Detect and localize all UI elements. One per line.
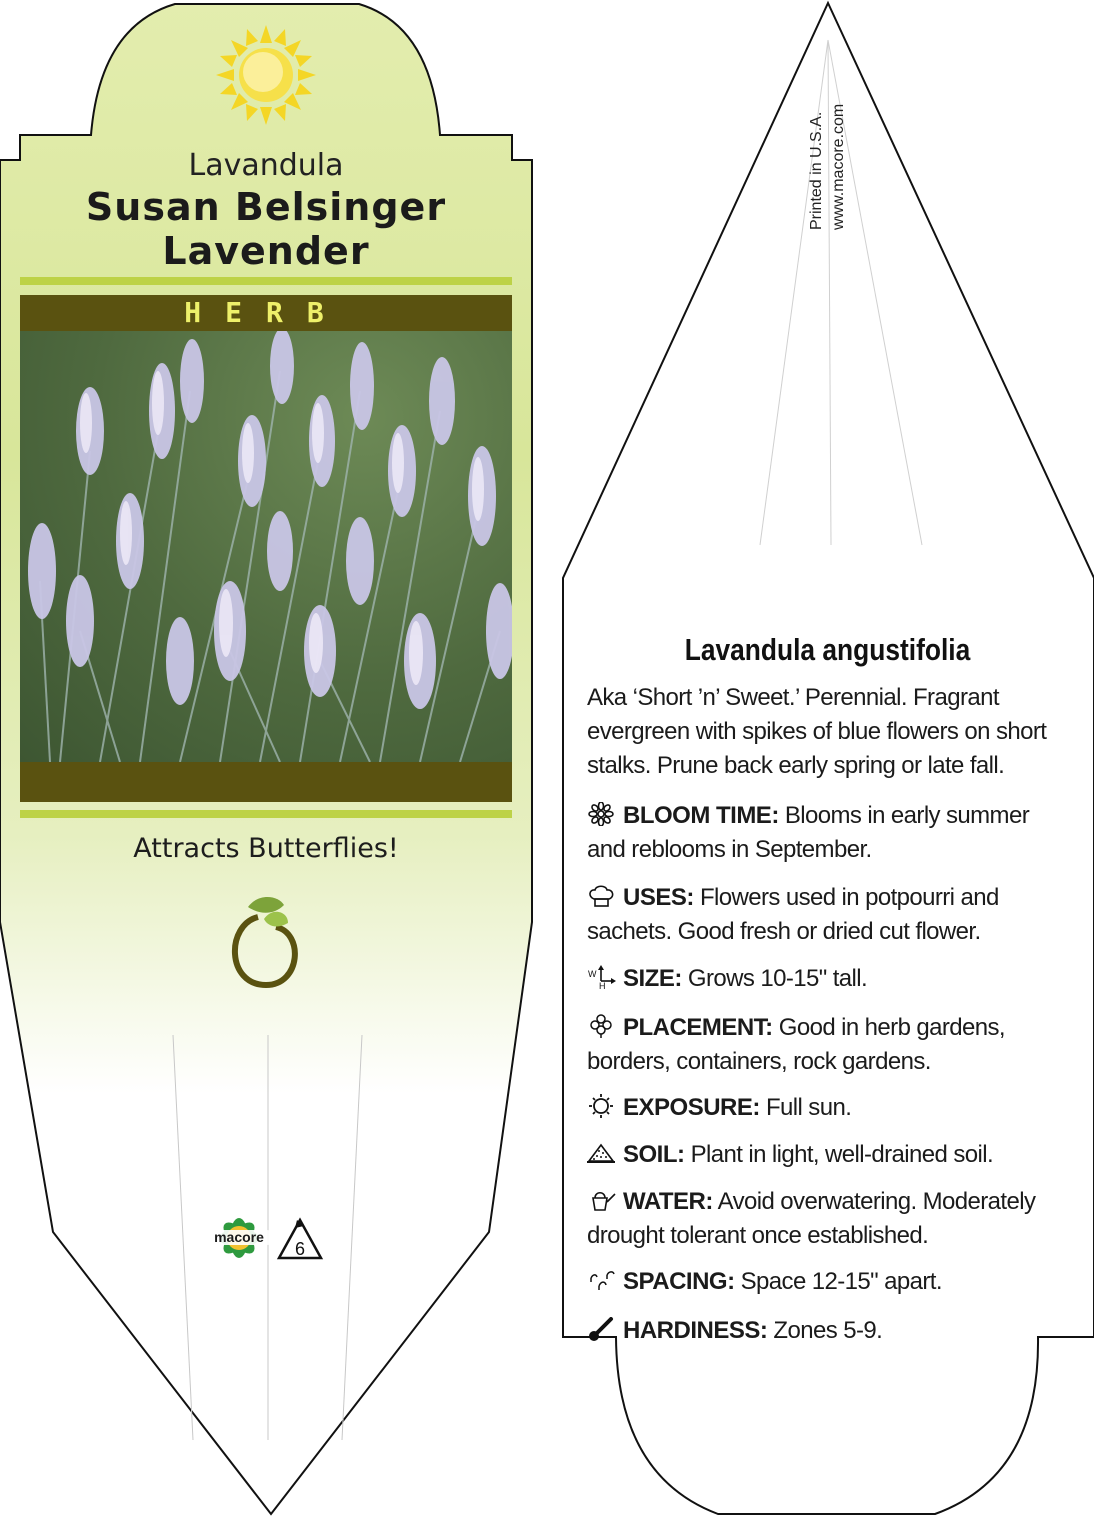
plant-common-name: [20, 185, 512, 273]
common-name-line-2: Lavender: [162, 229, 370, 273]
care-item-exposure: [587, 1091, 1057, 1125]
care-item-text: Blooms in early summer and reblooms in September.: [587, 802, 1030, 863]
care-item-text: Plant in light, well-drained soil.: [690, 1141, 994, 1168]
care-item-soil: [587, 1138, 1057, 1172]
care-item-label: EXPOSURE:: [623, 1094, 760, 1121]
care-item-text: Flowers used in potpourri and sachets. Good fresh or dried cut flower.: [587, 884, 999, 945]
size-icon-w: W: [588, 969, 596, 979]
watering-can-icon: [587, 1188, 617, 1212]
care-item-label: BLOOM TIME:: [623, 802, 779, 829]
care-item-uses: [587, 881, 1057, 949]
sun-icon: [216, 25, 316, 125]
botanical-name: Lavandula angustifolia: [684, 632, 971, 667]
lavender-illustration: [20, 331, 512, 762]
care-item-text: Good in herb gardens, borders, containers, rock gardens.: [587, 1014, 1005, 1075]
macore-logo-text: macore: [214, 1229, 264, 1245]
care-item-label: WATER:: [623, 1188, 713, 1215]
printed-line-2: www.macore.com: [830, 103, 847, 230]
flower-cluster-icon: [587, 1014, 617, 1038]
care-item-label: SPACING:: [623, 1268, 735, 1295]
soil-mound-icon: [587, 1141, 617, 1165]
printed-in-notice: [806, 50, 854, 230]
photo-bottom-band: [20, 762, 512, 802]
plant-description: Aka ‘Short ’n’ Sweet.’ Perennial. Fragrant evergreen with spikes of blue flowers on short stalks. Prune back early spring or late fall.: [587, 684, 1047, 779]
common-name-line-1: Susan Belsinger: [85, 185, 447, 229]
care-item-spacing: [587, 1265, 1057, 1299]
category-band: HERB: [20, 295, 512, 331]
tagline: Attracts Butterflies!: [133, 833, 399, 864]
care-item-text: Avoid overwatering. Moderately drought tolerant once established.: [587, 1188, 1036, 1249]
care-item-label: SOIL:: [623, 1141, 685, 1168]
care-item-label: USES:: [623, 884, 694, 911]
care-item-text: Full sun.: [765, 1094, 852, 1121]
flower-icon: [587, 802, 617, 826]
care-item-bloom-time: [587, 799, 1057, 867]
care-item-hardiness: [587, 1314, 1057, 1348]
chef-hat-icon: [587, 884, 617, 908]
care-item-water: [587, 1185, 1057, 1253]
care-item-text: Grows 10-15" tall.: [687, 965, 868, 992]
printed-line-1: Printed in U.S.A.: [808, 111, 825, 230]
thermometer-icon: [587, 1317, 617, 1341]
size-arrows-icon: [587, 965, 617, 989]
genus-label: Lavandula: [188, 148, 344, 183]
seedlings-icon: [587, 1268, 617, 1292]
size-icon-h: H: [599, 981, 605, 989]
lavender-photo: [20, 331, 512, 762]
sun-outline-icon: [587, 1094, 617, 1118]
care-item-label: SIZE:: [623, 965, 682, 992]
recycle-number: 6: [294, 1239, 306, 1259]
care-item-placement: [587, 1011, 1057, 1079]
care-item-size: [587, 962, 1057, 996]
care-item-label: PLACEMENT:: [623, 1014, 773, 1041]
care-item-text: Space 12-15" apart.: [740, 1268, 942, 1295]
care-item-label: HARDINESS:: [623, 1317, 768, 1344]
care-item-text: Zones 5-9.: [773, 1317, 883, 1344]
